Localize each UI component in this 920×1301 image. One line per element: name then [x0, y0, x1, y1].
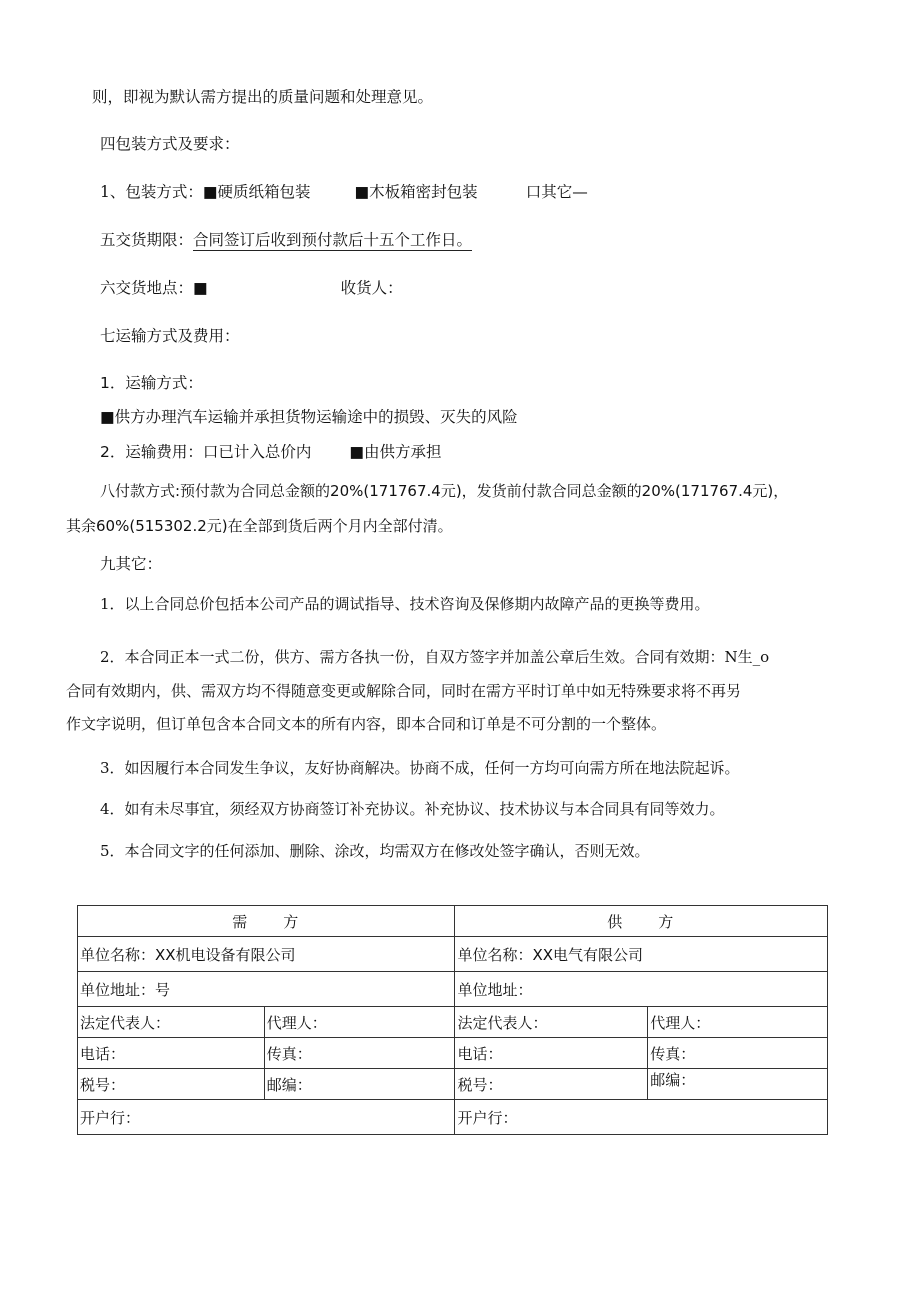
payment-terms-line2: 其余60%(515302.2元)在全部到货后两个月内全部付清。 — [66, 517, 453, 535]
buyer-header: 需 方 — [78, 906, 455, 937]
delivery-place-line — [100, 277, 403, 299]
buyer-fax: 传真： — [264, 1038, 455, 1069]
packaging-option-carton: ■硬质纸箱包装 — [202, 183, 311, 201]
seller-agent: 代理人： — [648, 1007, 828, 1038]
transport-method-detail: ■供方办理汽车运输并承担货物运输途中的损毁、灭失的风险 — [100, 408, 518, 426]
seller-fax: 传真： — [648, 1038, 828, 1069]
section-9-title: 九其它： — [100, 555, 163, 573]
seller-tax-number: 税号： — [455, 1069, 648, 1100]
transport-cost-option-supplier: ■由供方承担 — [349, 443, 442, 461]
transport-method-label: 1．运输方式： — [100, 374, 203, 392]
seller-legal-representative: 法定代表人： — [455, 1007, 648, 1038]
other-item-2-line1: 2．本合同正本一式二份，供方、需方各执一份，自双方签字并加盖公章后生效。合同有效期：N生_o — [100, 648, 770, 666]
buyer-phone: 电话： — [78, 1038, 265, 1069]
packaging-method-line — [100, 181, 588, 203]
other-item-1: 1．以上合同总价包括本公司产品的调试指导、技术咨询及保修期内故障产品的更换等费用。 — [100, 595, 710, 613]
buyer-tax-number: 税号： — [78, 1069, 265, 1100]
buyer-address: 单位地址：号 — [78, 972, 455, 1007]
transport-cost-label: 2．运输费用： — [100, 443, 203, 461]
seller-bank: 开户行： — [455, 1100, 828, 1135]
delivery-period-value: 合同签订后收到预付款后十五个工作日。 — [193, 231, 473, 249]
other-item-5: 5．本合同文字的任何添加、删除、涂改，均需双方在修改处签字确认，否则无效。 — [100, 842, 650, 860]
delivery-place-label: 六交货地点：■ — [100, 279, 208, 297]
other-item-3: 3．如因履行本合同发生争议，友好协商解决。协商不成，任何一方均可向需方所在地法院起诉。 — [100, 759, 740, 777]
packaging-method-label: 1、包装方式： — [100, 183, 203, 201]
section-4-title: 四包装方式及要求： — [100, 135, 240, 153]
buyer-bank: 开户行： — [78, 1100, 455, 1135]
buyer-postcode: 邮编： — [264, 1069, 455, 1100]
packaging-option-wooden: ■木板箱密封包装 — [354, 183, 478, 201]
seller-address: 单位地址： — [455, 972, 828, 1007]
seller-header: 供 方 — [455, 906, 828, 937]
other-item-2-line3: 作文字说明，但订单包含本合同文本的所有内容，即本合同和订单是不可分割的一个整体。 — [66, 715, 667, 733]
signature-table — [77, 905, 828, 1135]
seller-phone: 电话： — [455, 1038, 648, 1069]
buyer-agent: 代理人： — [264, 1007, 455, 1038]
other-item-2-line2: 合同有效期内，供、需双方均不得随意变更或解除合同，同时在需方平时订单中如无特殊要求将不再另 — [66, 682, 742, 700]
other-item-4: 4．如有未尽事宜，须经双方协商签订补充协议。补充协议、技术协议与本合同具有同等效力。 — [100, 800, 725, 818]
delivery-period-line — [100, 229, 472, 251]
buyer-company-name: 单位名称：XX机电设备有限公司 — [78, 937, 455, 972]
section-7-title: 七运输方式及费用： — [100, 327, 240, 345]
seller-postcode: 邮编： — [648, 1069, 828, 1100]
buyer-legal-representative: 法定代表人： — [78, 1007, 265, 1038]
packaging-option-other: 口其它— — [525, 183, 588, 201]
paragraph-continuation: 则，即视为默认需方提出的质量问题和处理意见。 — [92, 88, 434, 106]
seller-company-name: 单位名称：XX电气有限公司 — [455, 937, 828, 972]
payment-terms-line1: 八付款方式:预付款为合同总金额的20%(171767.4元)，发货前付款合同总金额的20%(171767.4元)， — [100, 482, 789, 500]
receiver-label: 收货人： — [340, 279, 403, 297]
transport-cost-option-included: 口已计入总价内 — [202, 443, 312, 461]
transport-cost-line — [100, 441, 442, 463]
delivery-period-label: 五交货期限： — [100, 231, 194, 249]
